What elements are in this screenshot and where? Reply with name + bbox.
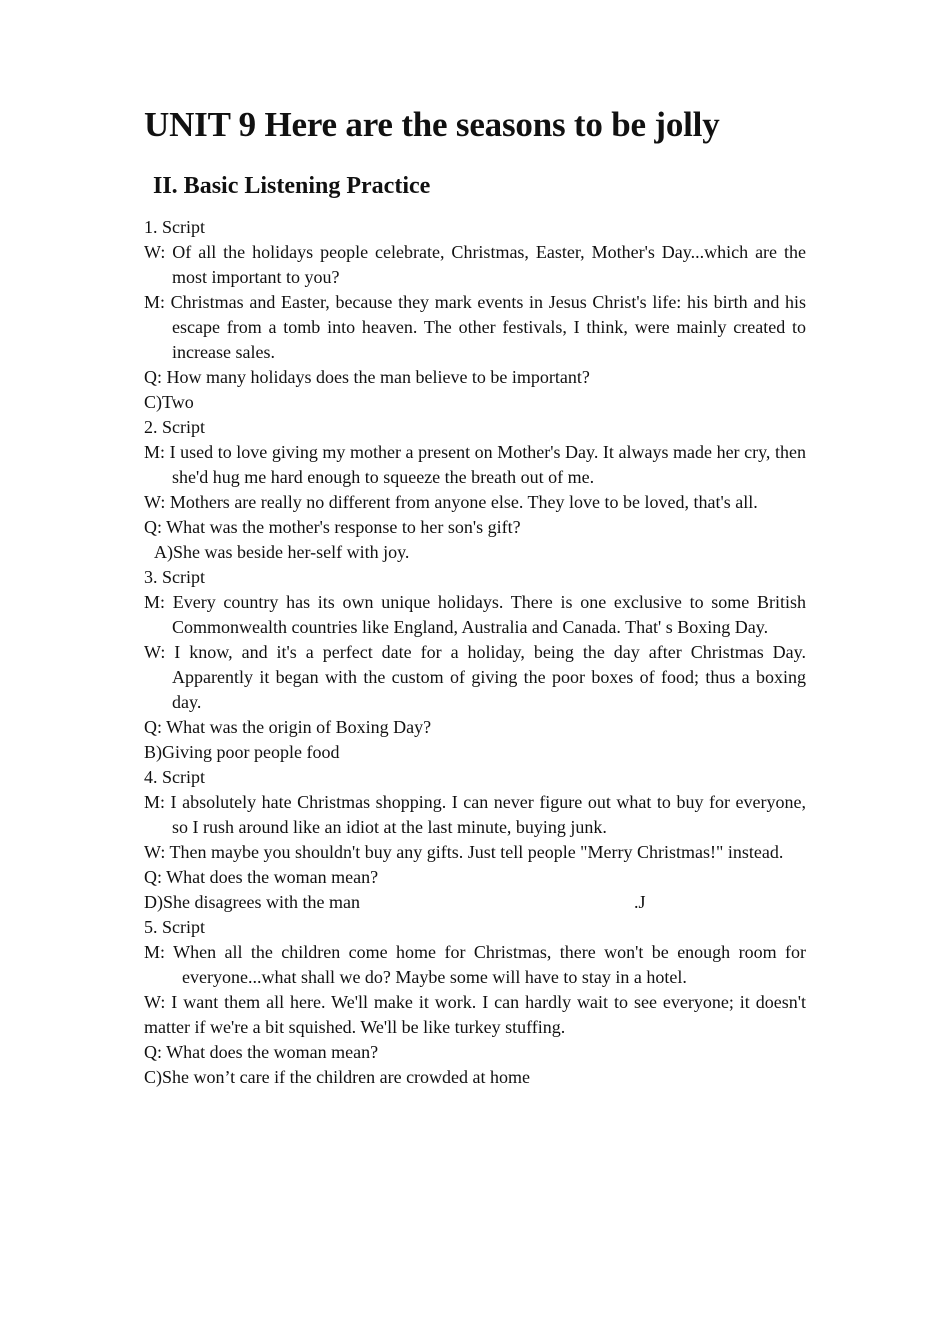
document-body (144, 215, 806, 1090)
question: Q: How many holidays does the man believe to be important? (144, 367, 590, 387)
question: Q: What was the mother's response to her son's gift? (144, 517, 521, 537)
dialogue-line: W: I want them all here. We'll make it work. I can hardly wait to see everyone; it doesn't matter if we're a bit squished. We'll be like turkey stuffing. (144, 992, 806, 1037)
page-title: UNIT 9 Here are the seasons to be jolly (144, 105, 720, 144)
dialogue-line: W: I know, and it's a perfect date for a holiday, being the day after Christmas Day. Apparently it began with the custom of giving the poor boxes of food; thus a boxing day. (144, 642, 806, 712)
question: Q: What does the woman mean? (144, 1042, 379, 1062)
script-label: 5. Script (144, 917, 205, 937)
answer-row (144, 890, 806, 915)
dialogue-line: W: Then maybe you shouldn't buy any gifts. Just tell people "Merry Christmas!" instead. (144, 842, 784, 862)
dialogue-line: M: I used to love giving my mother a present on Mother's Day. It always made her cry, then she'd hug me hard enough to squeeze the breath out of me. (144, 442, 806, 487)
dialogue-line: M: Christmas and Easter, because they mark events in Jesus Christ's life: his birth and his escape from a tomb into heaven. The other festivals, I think, were mainly created to increase sales. (144, 292, 806, 362)
script-label: 2. Script (144, 417, 205, 437)
document-page (144, 100, 806, 1090)
answer: A)She was beside her-self with joy. (154, 542, 410, 562)
script-label: 1. Script (144, 217, 205, 237)
section-heading: II. Basic Listening Practice (153, 173, 431, 199)
answer: C)Two (144, 392, 194, 412)
dialogue-line: M: When all the children come home for Christmas, there won't be enough room for everyone...what shall we do? Maybe some will have to stay in a hotel. (144, 942, 806, 987)
dialogue-line: W: Mothers are really no different from anyone else. They love to be loved, that's all. (144, 492, 758, 512)
question: Q: What was the origin of Boxing Day? (144, 717, 432, 737)
stray-mark: .J (634, 892, 646, 912)
dialogue-line: W: Of all the holidays people celebrate, Christmas, Easter, Mother's Day...which are the most important to you? (144, 242, 806, 287)
question: Q: What does the woman mean? (144, 867, 379, 887)
answer: C)She won’t care if the children are crowded at home (144, 1067, 531, 1087)
script-label: 3. Script (144, 567, 205, 587)
answer: B)Giving poor people food (144, 742, 340, 762)
dialogue-line: M: Every country has its own unique holidays. There is one exclusive to some British Commonwealth countries like England, Australia and Canada. That' s Boxing Day. (144, 592, 806, 637)
script-label: 4. Script (144, 767, 205, 787)
dialogue-line: M: I absolutely hate Christmas shopping. I can never figure out what to buy for everyone, so I rush around like an idiot at the last minute, buying junk. (144, 792, 806, 837)
answer: D)She disagrees with the man (144, 892, 360, 912)
